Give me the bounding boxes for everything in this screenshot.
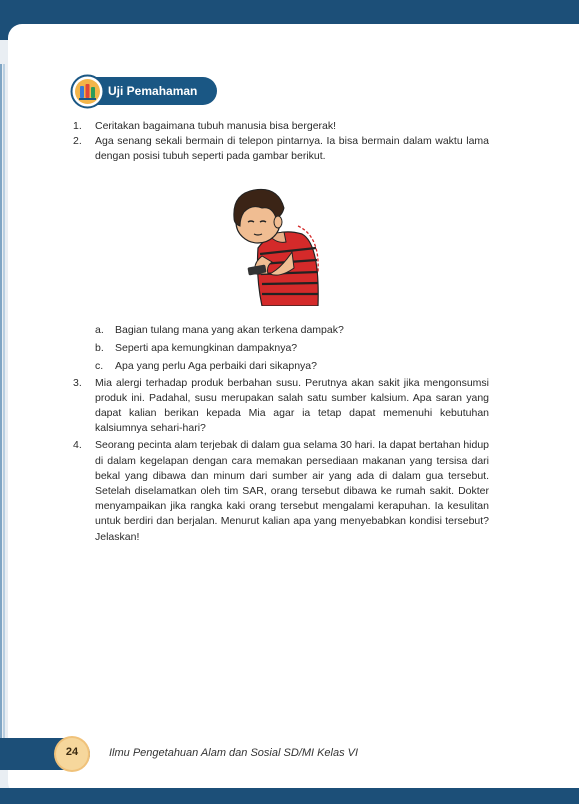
subquestion-letter: c.: [95, 359, 104, 372]
question-3: [73, 376, 489, 437]
question-text: Mia alergi terhadap produk berbahan susu. Perutnya akan sakit jika mengonsumsi produk ini. Padahal, susu merupakan salah satu sumber kalsium. Apa saran yang dapat kalian berikan kepada Mia agar ia tetap dapat memenuhi kebutuhan kalsiumnya sehari-hari?: [95, 376, 489, 435]
question-1: [73, 119, 489, 134]
chemistry-icon: [70, 74, 105, 109]
page-number: 24: [65, 746, 79, 758]
subquestion-letter: b.: [95, 341, 104, 354]
subquestion-text: Bagian tulang mana yang akan terkena dampak?: [115, 323, 344, 336]
subquestion-a: [95, 323, 489, 338]
question-number: 2.: [73, 135, 82, 148]
question-2: [73, 134, 489, 164]
question-number: 3.: [73, 376, 82, 389]
page-edge-lines: [0, 64, 6, 754]
subquestion-text: Apa yang perlu Aga perbaiki dari sikapnya?: [115, 359, 317, 372]
question-text: Seorang pecinta alam terjebak di dalam gua selama 30 hari. Ia dapat bertahan hidup di dalam kegelapan dengan cara memakan persediaan makanan yang tersisa dari bekal yang dibawa dan minum dari sumber air yang ada di dalam gua tersebut. Setelah diselamatkan oleh tim SAR, orang tersebut dibawa ke rumah sakit. Dokter menyampaikan jika rangka kaki orang tersebut mengalami kerapuhan. Ia kesulitan untuk berdiri dan berjalan. Menurut kalian apa yang menyebabkan kondisi tersebut? Jelaskan!: [95, 439, 490, 543]
question-number: 4.: [73, 439, 82, 452]
section-title: Uji Pemahaman: [108, 84, 198, 98]
subquestion-b: [95, 341, 489, 356]
subquestion-c: [95, 359, 489, 374]
book-title: Ilmu Pengetahuan Alam dan Sosial SD/MI Kelas VI: [109, 747, 359, 759]
question-number: 1.: [73, 120, 82, 132]
bottom-band: [0, 788, 579, 804]
question-4: [73, 438, 489, 544]
subquestion-letter: a.: [95, 323, 104, 336]
question-text: Ceritakan bagaimana tubuh manusia bisa bergerak!: [95, 120, 337, 132]
boy-using-phone-illustration: [222, 182, 332, 306]
subquestion-text: Seperti apa kemungkinan dampaknya?: [115, 341, 298, 354]
question-text: Aga senang sekali bermain di telepon pintarnya. Ia bisa bermain dalam waktu lama dengan posisi tubuh seperti pada gambar berikut.: [95, 135, 489, 163]
